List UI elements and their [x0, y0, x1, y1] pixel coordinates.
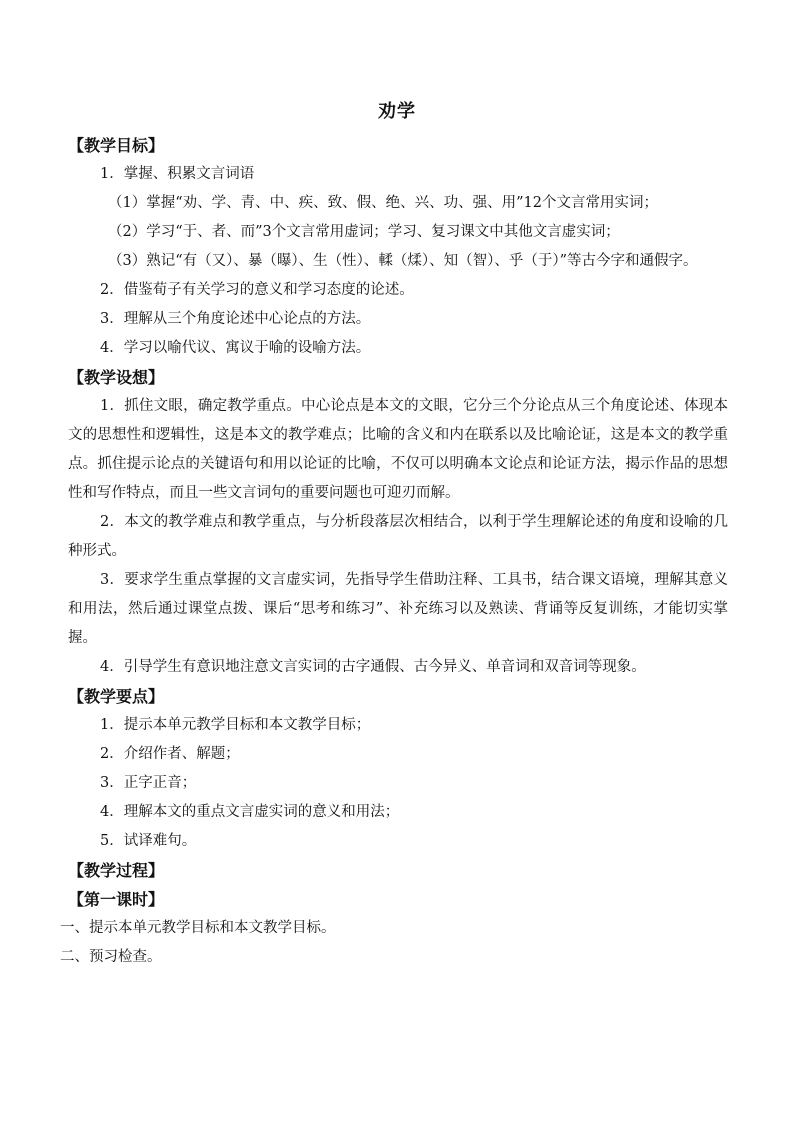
design-paragraph-1: 1．抓住文眼，确定教学重点。中心论点是本文的文眼，它分三个分论点从三个角度论述、体现本文的思想性和逻辑性，这是本文的教学难点；比喻的含义和内在联系以及比喻论证，这是本文的教学重点。抓住提示论点的关键语句和用以论证的比喻，不仅可以明确本文论点和论证方法，揭示作品的思想性和写作特点，而且一些文言词句的重要问题也可迎刃而解。 [68, 398, 728, 501]
keypoint-item-2: 2．介绍作者、解题； [100, 746, 240, 762]
lesson-heading-first: 【第一课时】 [68, 890, 165, 909]
section-heading-design: 【教学设想】 [68, 368, 165, 387]
section-heading-keypoints: 【教学要点】 [68, 687, 165, 706]
section-heading-process: 【教学过程】 [68, 861, 165, 880]
design-paragraph-2: 2．本文的教学难点和教学重点，与分析段落层次相结合，以利于学生理解论述的角度和设喻的几种形式。 [68, 514, 728, 559]
objective-item-2: 2．借鉴荀子有关学习的意义和学习态度的论述。 [100, 282, 414, 298]
objective-item-3: 3．理解从三个角度论述中心论点的方法。 [100, 311, 371, 327]
objective-subitem-2: （2）学习“于、者、而”3个文言常用虚词；学习、复习课文中其他文言虚实词； [108, 224, 620, 240]
objective-subitem-1: （1）掌握“劝、学、青、中、疾、致、假、绝、兴、功、强、用”12个文言常用实词； [108, 195, 658, 211]
objective-item-1: 1．掌握、积累文言词语 [100, 166, 255, 182]
keypoint-item-1: 1．提示本单元教学目标和本文教学目标； [100, 717, 371, 733]
objective-subitem-3: （3）熟记“有（又）、暴（曝）、生（性）、輮（煣）、知（智）、乎（于）”等古今字和通假字。 [108, 253, 698, 269]
process-step-2: 二、预习检查。 [60, 949, 162, 965]
design-paragraph-4: 4．引导学生有意识地注意文言实词的古字通假、古今异义、单音词和双音词等现象。 [100, 659, 646, 675]
keypoint-item-4: 4．理解本文的重点文言虚实词的意义和用法； [100, 804, 400, 820]
design-paragraph-3: 3．要求学生重点掌握的文言虚实词，先指导学生借助注释、工具书，结合课文语境，理解其意义和用法，然后通过课堂点拨、课后“思考和练习”、补充练习以及熟读、背诵等反复训练，才能切实掌握。 [68, 572, 728, 646]
keypoint-item-5: 5．试译难句。 [100, 833, 197, 849]
document-body [60, 131, 728, 972]
process-step-1: 一、提示本单元教学目标和本文教学目标。 [60, 920, 336, 936]
page-title: 劝学 [378, 101, 416, 122]
objective-item-4: 4．学习以喻代议、寓议于喻的设喻方法。 [100, 340, 371, 356]
section-heading-objectives: 【教学目标】 [68, 136, 165, 155]
keypoint-item-3: 3．正字正音； [100, 775, 197, 791]
